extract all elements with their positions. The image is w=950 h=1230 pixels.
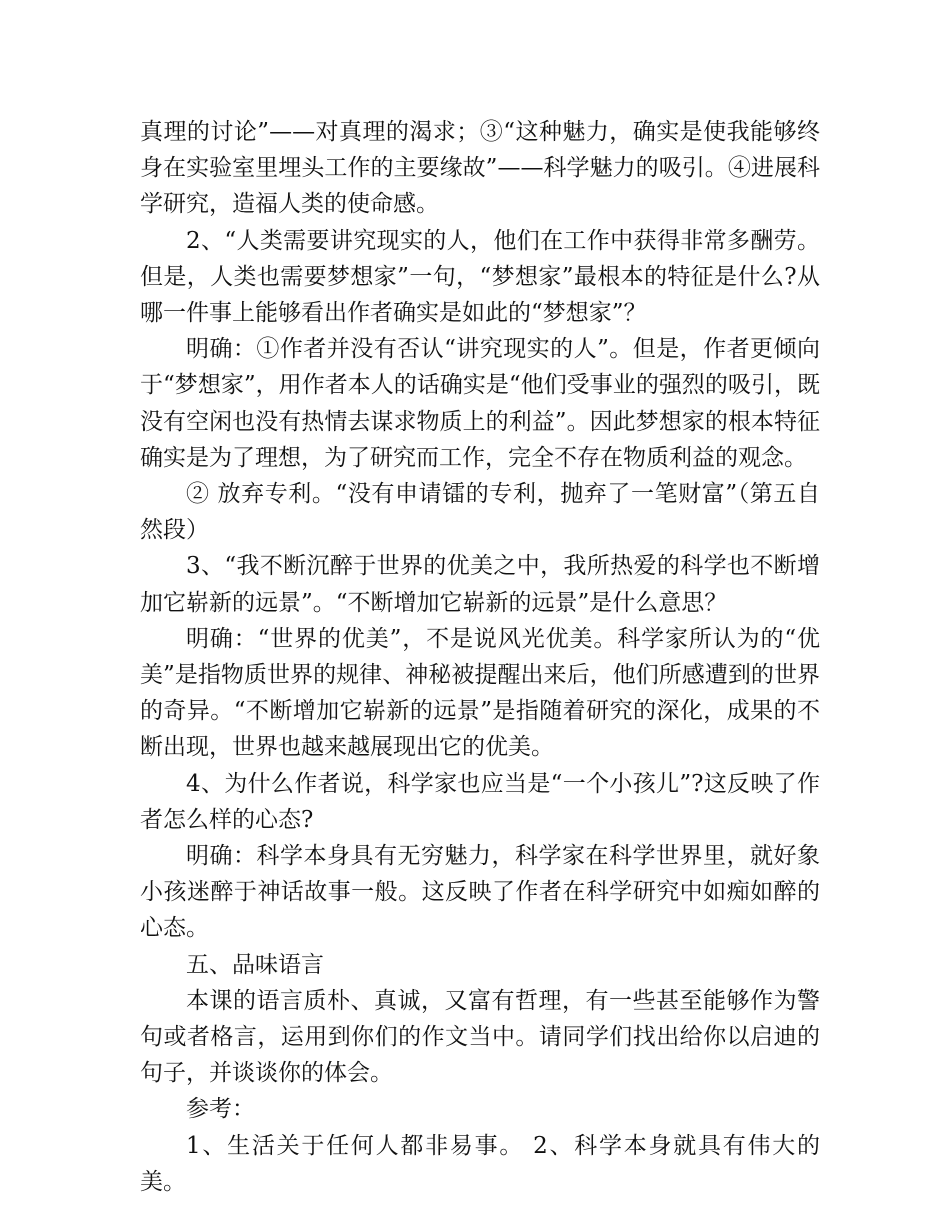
reference-list: 1、生活关于任何人都非易事。 2、科学本身就具有伟大的美。 [140,1132,820,1195]
section-body: 本课的语言质朴、真诚，又富有哲理，有一些甚至能够作为警句或者格言，运用到你们的作文当中。请同学们找出给你以启迪的句子，并谈谈你的体会。 [140,987,820,1087]
answer-2-point-2: ② 放弃专利。“没有申请镭的专利，抛弃了一笔财富”（第五自然段） [140,481,820,544]
answer-2: 明确：①作者并没有否认“讲究现实的人”。但是，作者更倾向于“梦想家”，用作者本人的话确实是“他们受事业的强烈的吸引，既没有空闲也没有热情去谋求物质上的利益”。因此梦想家的根本特征确实是为了理想，为了研究而工作，完全不存在物质利益的观念。 [140,336,820,471]
answer-3: 明确：“世界的优美”，不是说风光优美。科学家所认为的“优美”是指物质世界的规律、神秘被提醒出来后，他们所感遭到的世界的奇异。“不断增加它崭新的远景”是指随着研究的深化，成果的不断出现，世界也越来越展现出它的优美。 [140,625,820,761]
reference-label: 参考： [186,1096,255,1123]
paragraph-continuation: 真理的讨论”——对真理的渴求；③“这种魅力，确实是使我能够终身在实验室里埋头工作的主要缘故”——科学魅力的吸引。④进展科学研究，造福人类的使命感。 [140,119,820,218]
question-2: 2、“人类需要讲究现实的人，他们在工作中获得非常多酬劳。但是，人类也需要梦想家”一句，“梦想家”最根本的特征是什么?从哪一件事上能够看出作者确实是如此的“梦想家”？ [140,227,820,327]
answer-4: 明确：科学本身具有无穷魅力，科学家在科学世界里，就好象小孩迷醉于神话故事一般。这反映了作者在科学研究中如痴如醉的心态。 [140,843,820,942]
section-heading: 五、品味语言 [186,951,324,978]
document-page [140,114,820,1200]
question-4: 4、为什么作者说，科学家也应当是“一个小孩儿”?这反映了作者怎么样的心态? [140,770,820,833]
question-3: 3、“我不断沉醉于世界的优美之中，我所热爱的科学也不断增加它崭新的远景”。“不断增加它崭新的远景”是什么意思？ [140,553,820,616]
